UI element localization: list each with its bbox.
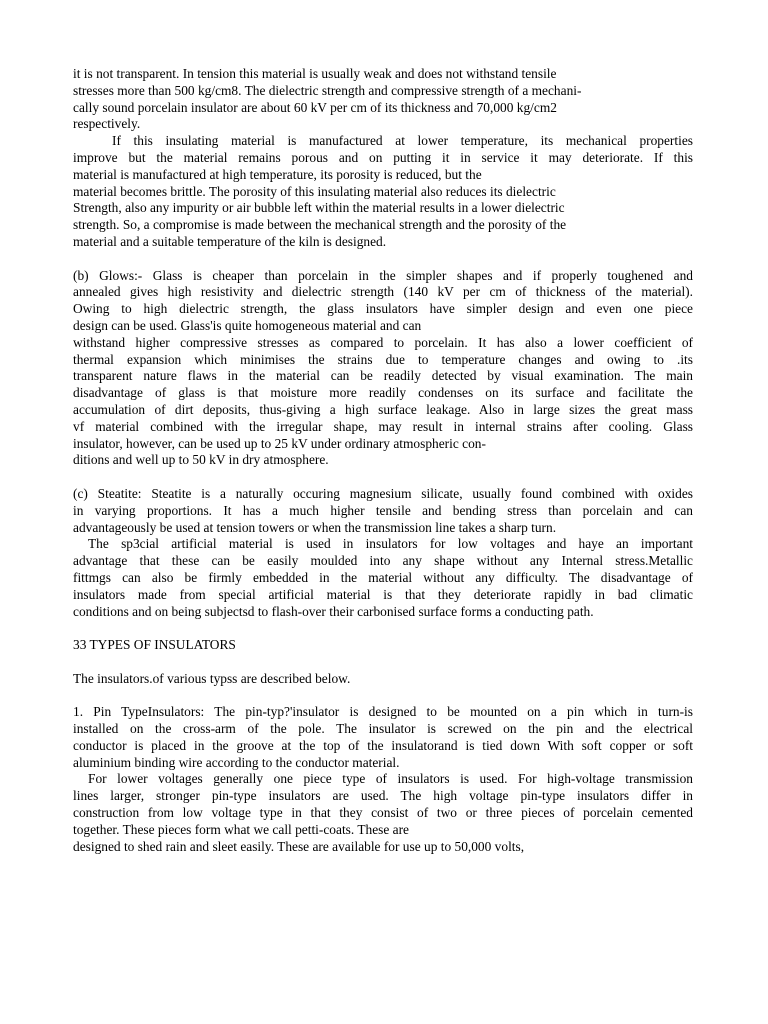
text-line: Owing to high dielectric strength, the glass insulators have simpler design and even one piece (73, 301, 693, 317)
steatite-paragraph (73, 486, 693, 536)
section-heading (73, 637, 693, 654)
text-line: withstand higher compressive stresses as compared to porcelain. It has also a lower coefficient of (73, 334, 693, 350)
text-line: insulators made from special artificial material is that they deteriorate rapidly in bad climatic (73, 586, 693, 602)
text-line: material becomes brittle. The porosity of this insulating material also reduces its dielectric (73, 183, 556, 199)
text-line: cally sound porcelain insulator are about 60 kV per cm of its thickness and 70,000 kg/cm2 (73, 99, 557, 115)
text-line: If this insulating material is manufactured at lower temperature, its mechanical properties (112, 133, 693, 149)
text-line: fittmgs can also be firmly embedded in the material without any difficulty. The disadvantage of (73, 569, 693, 585)
paragraph-gap (73, 620, 693, 637)
text-line: strength. So, a compromise is made between the mechanical strength and the porosity of the (73, 217, 567, 233)
text-line: in varying proportions. It has a much higher tensile and bending stress than porcelain and can (73, 502, 693, 518)
glass-paragraph (73, 268, 693, 470)
text-line: together. These pieces form what we call petti-coats. These are (73, 821, 409, 837)
intro-paragraph (73, 671, 693, 688)
text-line: annealed gives high resistivity and dielectric strength (140 kV per cm of thickness of the material). (73, 284, 693, 300)
text-line: ditions and well up to 50 kV in dry atmosphere. (73, 452, 329, 468)
text-line: stresses more than 500 kg/cm8. The dielectric strength and compressive strength of a mechani- (73, 82, 582, 98)
text-line: vf material combined with the irregular shape, may result in internal strains after cooling. Glass (73, 418, 693, 434)
text-line: accumulation of dirt deposits, thus-giving a high surface leakage. Also in large sizes the great mass (73, 401, 693, 417)
voltage-paragraph (73, 771, 693, 855)
text-line: installed on the cross-arm of the pole. The insulator is screwed on the pin and the electrical (73, 721, 693, 737)
text-line: aluminium binding wire according to the conductor material. (73, 754, 400, 770)
paragraph-gap (73, 251, 693, 268)
porcelain-properties-paragraph (73, 66, 693, 133)
text-line: conditions and on being subjectsd to flash-over their carbonised surface forms a conducting path. (73, 603, 594, 619)
text-line: improve but the material remains porous and on putting it in service it may deteriorate. If this (73, 149, 693, 165)
text-line: construction from low voltage type in that they consist of two or three pieces of porcelain cemented (73, 805, 693, 821)
artificial-material-paragraph (73, 536, 693, 620)
text-line: transparent nature flaws in the material can be readily detected by visual examination. The main (73, 368, 693, 384)
kiln-temperature-paragraph (73, 133, 693, 251)
text-line: lines larger, stronger pin-type insulators are used. The high voltage pin-type insulators differ in (73, 788, 693, 804)
text-line: thermal expansion which minimises the strains due to temperature changes and owing to .its (73, 351, 693, 367)
text-line: respectively. (73, 116, 141, 132)
pin-type-paragraph (73, 704, 693, 771)
text-line: The sp3cial artificial material is used in insulators for low voltages and haye an important (88, 536, 693, 552)
text-line: insulator, however, can be used up to 25 kV under ordinary atmospheric con- (73, 435, 486, 451)
section-heading-text: 33 TYPES OF INSULATORS (73, 637, 236, 653)
text-line: it is not transparent. In tension this material is usually weak and does not withstand tensile (73, 66, 557, 81)
paragraph-gap (73, 654, 693, 671)
text-line: disadvantage of glass is that moisture more readily condenses on its surface and facilitate the (73, 385, 693, 401)
text-line: The insulators.of various typss are described below. (73, 670, 351, 686)
text-line: (c) Steatite: Steatite is a naturally occuring magnesium silicate, usually found combined with oxides (73, 485, 693, 501)
text-line: material is manufactured at high temperature, its porosity is reduced, but the (73, 166, 482, 182)
text-line: For lower voltages generally one piece type of insulators is used. For high-voltage transmission (88, 771, 693, 787)
text-line: designed to shed rain and sleet easily. These are available for use up to 50,000 volts, (73, 838, 525, 854)
text-line: advantage that these can be easily moulded into any shape without any Internal stress.Metallic (73, 553, 693, 569)
paragraph-gap (73, 687, 693, 704)
text-line: conductor is placed in the groove at the top of the insulatorand is tied down With soft copper or soft (73, 737, 693, 753)
text-line: advantageously be used at tension towers or when the transmission line takes a sharp turn. (73, 519, 557, 535)
text-line: material and a suitable temperature of the kiln is designed. (73, 233, 387, 249)
text-line: 1. Pin TypeInsulators: The pin-typ?'insulator is designed to be mounted on a pin which in turn-is (73, 704, 693, 720)
text-line: Strength, also any impurity or air bubble left within the material results in a lower dielectric (73, 200, 565, 216)
text-line: design can be used. Glass'is quite homogeneous material and can (73, 317, 422, 333)
text-line: (b) Glows:- Glass is cheaper than porcelain in the simpler shapes and if properly toughened and (73, 267, 693, 283)
document-body (73, 66, 693, 855)
paragraph-gap (73, 469, 693, 486)
